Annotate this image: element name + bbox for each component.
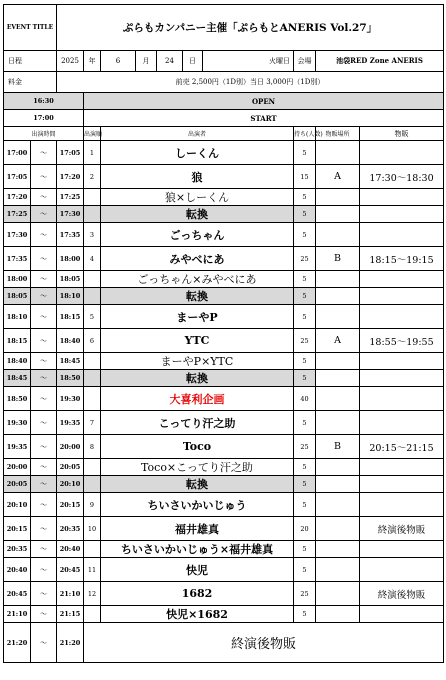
row-tilde: 〜 [31,353,57,370]
row-merch-place [316,459,360,476]
row-start-time: 20:05 [4,476,31,493]
row-merch: 18:55〜19:55 [360,329,444,353]
row-merch [360,541,444,558]
row-end-time: 20:35 [57,517,84,541]
row-merch [360,387,444,411]
row-end-time: 17:20 [57,165,84,189]
row-end-time: 21:15 [57,606,84,623]
schedule-row [4,329,444,353]
row-end-time: 17:30 [57,206,84,223]
final-label: 終演後物販 [84,623,444,663]
row-performer: 狼×しーくん [101,189,294,206]
row-order: 6 [84,329,101,353]
row-merch [360,223,444,247]
row-end-time: 18:00 [57,247,84,271]
date-day: 24 [157,51,183,72]
row-end-time: 18:10 [57,288,84,305]
row-merch [360,141,444,165]
row-merch: 17:30〜18:30 [360,165,444,189]
row-performer: 転換 [101,370,294,387]
row-tilde: 〜 [31,329,57,353]
row-merch-place [316,305,360,329]
row-start-time: 17:30 [4,223,31,247]
row-merch [360,305,444,329]
row-tilde: 〜 [31,459,57,476]
event-title-label: EVENT TITLE [4,5,57,51]
row-merch [360,271,444,288]
row-start-time: 17:25 [4,206,31,223]
row-merch [360,370,444,387]
row-merch-place [316,582,360,606]
row-start-time: 18:50 [4,387,31,411]
row-start-time: 17:35 [4,247,31,271]
schedule-row [4,305,444,329]
row-merch-place [316,271,360,288]
schedule-row [4,517,444,541]
row-start-time: 20:40 [4,558,31,582]
date-year: 2025 [57,51,84,72]
row-tilde: 〜 [31,517,57,541]
row-people: 5 [294,493,316,517]
row-end-time: 17:05 [57,141,84,165]
row-people: 5 [294,288,316,305]
row-tilde: 〜 [31,493,57,517]
row-start-time: 21:10 [4,606,31,623]
row-order: 8 [84,435,101,459]
row-start-time: 17:05 [4,165,31,189]
schedule-row [4,353,444,370]
row-performer: Toco [101,435,294,459]
row-people: 25 [294,247,316,271]
row-end-time: 20:10 [57,476,84,493]
row-performer: 福井雄真 [101,517,294,541]
row-people: 40 [294,387,316,411]
row-performer: まーやP×YTC [101,353,294,370]
row-tilde: 〜 [31,606,57,623]
row-tilde: 〜 [31,206,57,223]
date-month: 6 [101,51,136,72]
row-merch [360,288,444,305]
row-people: 5 [294,370,316,387]
schedule-row [4,493,444,517]
row-merch-place [316,370,360,387]
row-order: 5 [84,305,101,329]
row-end-time: 18:50 [57,370,84,387]
row-order [84,189,101,206]
row-order [84,206,101,223]
row-people: 5 [294,271,316,288]
event-title: ぷらもカンパニー主催「ぷらもとANERIS Vol.27」 [57,5,444,51]
row-order: 11 [84,558,101,582]
row-merch-place [316,353,360,370]
row-people: 5 [294,541,316,558]
row-performer: 1682 [101,582,294,606]
row-performer: ごっちゃん×みやべにあ [101,271,294,288]
schedule-row [4,165,444,189]
row-order: 4 [84,247,101,271]
schedule-row [4,606,444,623]
row-people: 5 [294,206,316,223]
open-label: OPEN [84,93,444,110]
row-merch [360,493,444,517]
row-performer: ごっちゃん [101,223,294,247]
row-merch: 終演後物販 [360,582,444,606]
row-start-time: 20:00 [4,459,31,476]
row-merch-place: B [316,435,360,459]
row-end-time: 18:15 [57,305,84,329]
schedule-row [4,459,444,476]
start-label: START [84,110,444,127]
changeover-row [4,370,444,387]
row-order: 1 [84,141,101,165]
row-order [84,353,101,370]
row-merch: 終演後物販 [360,517,444,541]
row-people: 25 [294,582,316,606]
row-start-time: 17:00 [4,141,31,165]
schedule-row [4,582,444,606]
row-merch-place [316,141,360,165]
price-row [4,72,444,93]
start-time: 17:00 [4,110,84,127]
title-row [4,5,444,51]
row-people: 15 [294,165,316,189]
row-merch-place [316,606,360,623]
row-merch-place: A [316,329,360,353]
schedule-row [4,271,444,288]
schedule-row [4,223,444,247]
row-performer: 狼 [101,165,294,189]
row-performer: ちいさいかいじゅう [101,493,294,517]
row-merch-place [316,558,360,582]
row-order: 2 [84,165,101,189]
row-merch [360,189,444,206]
row-merch-place [316,189,360,206]
row-end-time: 20:45 [57,558,84,582]
timetable-sheet [3,4,443,663]
schedule-row [4,247,444,271]
row-end-time: 17:35 [57,223,84,247]
row-order: 10 [84,517,101,541]
row-tilde: 〜 [31,582,57,606]
row-merch-place [316,411,360,435]
row-tilde: 〜 [31,370,57,387]
row-order [84,459,101,476]
date-weekday: 火曜日 [203,51,294,72]
row-people: 5 [294,411,316,435]
row-people: 25 [294,329,316,353]
row-end-time: 17:25 [57,189,84,206]
final-start: 21:20 [4,623,31,663]
row-merch [360,459,444,476]
row-performer: Toco×こってり汗之助 [101,459,294,476]
venue-label: 会場 [294,51,316,72]
row-tilde: 〜 [31,189,57,206]
row-merch [360,606,444,623]
changeover-row [4,206,444,223]
row-merch-place [316,541,360,558]
row-performer: 転換 [101,476,294,493]
row-order [84,370,101,387]
row-performer: まーやP [101,305,294,329]
date-year-unit: 年 [84,51,101,72]
row-start-time: 20:15 [4,517,31,541]
row-people: 20 [294,517,316,541]
row-start-time: 19:35 [4,435,31,459]
row-start-time: 20:35 [4,541,31,558]
row-merch-place [316,493,360,517]
date-month-unit: 月 [136,51,157,72]
changeover-row [4,288,444,305]
row-performer: みやべにあ [101,247,294,271]
row-order [84,288,101,305]
row-tilde: 〜 [31,305,57,329]
row-tilde: 〜 [31,288,57,305]
row-start-time: 18:00 [4,271,31,288]
price-value: 前売 2,500円（1D別）当日 3,000円（1D別） [57,72,444,93]
row-merch-place [316,517,360,541]
row-end-time: 18:40 [57,329,84,353]
schedule-rows [4,141,444,623]
final-end: 21:20 [57,623,84,663]
row-people: 5 [294,459,316,476]
row-tilde: 〜 [31,141,57,165]
row-order [84,271,101,288]
row-people: 5 [294,476,316,493]
row-performer: ちいさいかいじゅう×福井雄真 [101,541,294,558]
row-tilde: 〜 [31,223,57,247]
row-order: 3 [84,223,101,247]
schedule-row [4,541,444,558]
row-people: 5 [294,558,316,582]
row-end-time: 20:15 [57,493,84,517]
row-start-time: 17:20 [4,189,31,206]
row-end-time: 19:35 [57,411,84,435]
row-merch: 20:15〜21:15 [360,435,444,459]
schedule-row [4,558,444,582]
row-start-time: 19:30 [4,411,31,435]
timetable [3,4,444,663]
row-tilde: 〜 [31,247,57,271]
row-merch [360,206,444,223]
row-people: 5 [294,189,316,206]
row-end-time: 20:00 [57,435,84,459]
row-end-time: 21:10 [57,582,84,606]
row-order: 12 [84,582,101,606]
row-start-time: 18:40 [4,353,31,370]
row-merch-place [316,223,360,247]
row-merch [360,353,444,370]
row-start-time: 18:15 [4,329,31,353]
row-merch [360,476,444,493]
row-order [84,606,101,623]
row-performer: 快児×1682 [101,606,294,623]
row-merch [360,558,444,582]
row-tilde: 〜 [31,541,57,558]
row-performer: 転換 [101,288,294,305]
row-end-time: 19:30 [57,387,84,411]
row-people: 5 [294,606,316,623]
price-label: 料金 [4,72,57,93]
row-performer: 転換 [101,206,294,223]
row-start-time: 18:45 [4,370,31,387]
col-merch: 物販 [360,127,444,141]
final-row [4,623,444,663]
row-end-time: 20:40 [57,541,84,558]
schedule-row [4,387,444,411]
start-row [4,110,444,127]
row-start-time: 20:45 [4,582,31,606]
col-time: 出演時間 [4,127,84,141]
date-label: 日程 [4,51,57,72]
row-order [84,541,101,558]
open-row [4,93,444,110]
row-order: 9 [84,493,101,517]
row-end-time: 18:45 [57,353,84,370]
col-order: 出演順 [84,127,101,141]
open-time: 16:30 [4,93,84,110]
row-end-time: 20:05 [57,459,84,476]
col-people: 持ち(人数) [294,127,316,141]
row-tilde: 〜 [31,435,57,459]
row-merch-place [316,288,360,305]
column-header-row [4,127,444,141]
row-tilde: 〜 [31,411,57,435]
venue-name: 池袋RED Zone ANERIS [316,51,444,72]
date-day-unit: 日 [183,51,203,72]
col-merch-place: 物販場所 [316,127,360,141]
row-tilde: 〜 [31,271,57,288]
row-tilde: 〜 [31,387,57,411]
row-people: 25 [294,435,316,459]
row-order [84,387,101,411]
row-order: 7 [84,411,101,435]
row-merch-place [316,476,360,493]
row-tilde: 〜 [31,476,57,493]
row-tilde: 〜 [31,558,57,582]
col-performer: 出演者 [101,127,294,141]
row-performer: YTC [101,329,294,353]
row-people: 5 [294,353,316,370]
row-start-time: 18:10 [4,305,31,329]
changeover-row [4,476,444,493]
row-merch-place [316,387,360,411]
row-order [84,476,101,493]
final-tilde: 〜 [31,623,57,663]
schedule-row [4,141,444,165]
schedule-row [4,435,444,459]
row-performer: 大喜利企画 [101,387,294,411]
schedule-row [4,189,444,206]
row-tilde: 〜 [31,165,57,189]
row-end-time: 18:05 [57,271,84,288]
row-merch-place [316,206,360,223]
schedule-row [4,411,444,435]
row-merch [360,411,444,435]
row-people: 5 [294,223,316,247]
row-start-time: 20:10 [4,493,31,517]
row-performer: しーくん [101,141,294,165]
row-start-time: 18:05 [4,288,31,305]
row-people: 5 [294,305,316,329]
date-row [4,51,444,72]
row-merch-place: A [316,165,360,189]
row-performer: 快児 [101,558,294,582]
row-merch-place: B [316,247,360,271]
row-merch: 18:15〜19:15 [360,247,444,271]
row-performer: こってり汗之助 [101,411,294,435]
row-people: 5 [294,141,316,165]
